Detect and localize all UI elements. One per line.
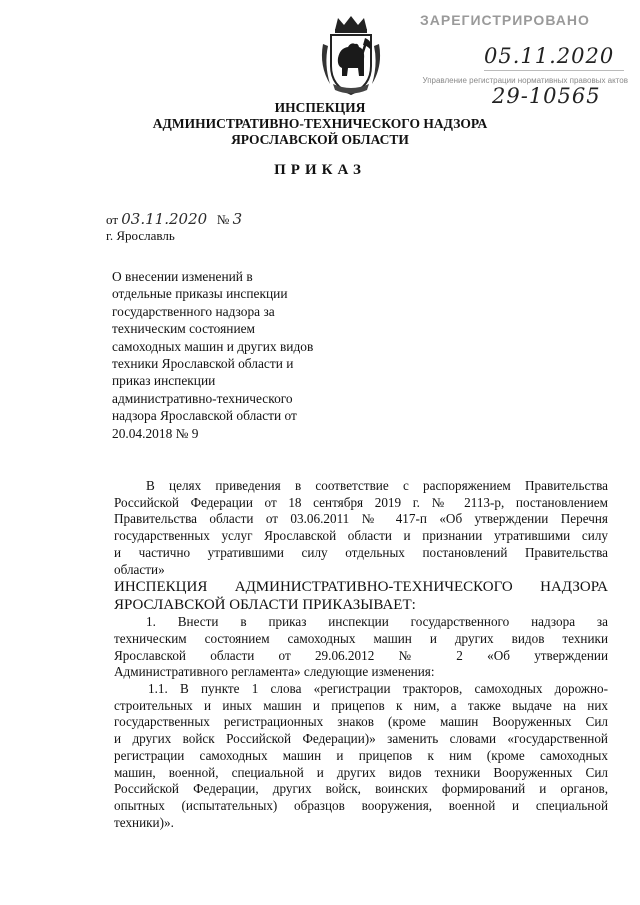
preamble-line: Правительства области от 03.06.2011 № 417-п «Об утверждении Перечня bbox=[114, 511, 608, 527]
subject-line: государственного надзора за bbox=[112, 303, 275, 319]
item-1-1-line: машин, военной, специальной и других видов техники Вооруженных Сил bbox=[114, 764, 608, 780]
org-line-1: ИНСПЕКЦИЯ bbox=[274, 100, 366, 115]
orders-line: ИНСПЕКЦИЯ АДМИНИСТРАТИВНО-ТЕХНИЧЕСКОГО НАДЗОРА bbox=[114, 579, 608, 596]
coat-of-arms-emblem bbox=[318, 14, 384, 98]
number-prefix: № bbox=[216, 212, 230, 227]
subject-line: приказ инспекции bbox=[112, 373, 216, 389]
item-1-line: техническим состоянием самоходных машин и других видов техники bbox=[114, 630, 608, 646]
subject-line: самоходных машин и других видов bbox=[112, 338, 314, 354]
item-1-1-line: опытных (испытательных) образцов вооружения, военной и специальной bbox=[114, 797, 608, 813]
item-1-1-line: Российской Федерации, других войск, воинских формирований и органов, bbox=[114, 781, 608, 797]
stamp-title: ЗАРЕГИСТРИРОВАНО bbox=[420, 12, 590, 28]
document-type-title: ПРИКАЗ bbox=[274, 162, 366, 178]
stamp-registration-date: 05.11.2020 bbox=[484, 44, 624, 71]
org-line-2: АДМИНИСТРАТИВНО-ТЕХНИЧЕСКОГО НАДЗОРА bbox=[152, 116, 488, 131]
subject-line: техническим состоянием bbox=[112, 321, 256, 337]
registration-stamp bbox=[408, 10, 636, 110]
item-1-1-line: государственных регистрационных знаков (кроме машин Вооруженных Сил bbox=[114, 714, 608, 730]
orders-line: ЯРОСЛАВСКОЙ ОБЛАСТИ ПРИКАЗЫВАЕТ: bbox=[114, 597, 416, 614]
org-line-3: ЯРОСЛАВСКОЙ ОБЛАСТИ bbox=[231, 132, 409, 147]
item-1-1-line: регистрации самоходных машин и прицепов к ним (кроме самоходных bbox=[114, 747, 608, 763]
stamp-registration-number: 29-10565 bbox=[492, 84, 601, 108]
subject-line: надзора Ярославской области от bbox=[112, 408, 297, 424]
city-line: г. Ярославль bbox=[106, 228, 175, 243]
preamble-line: Российской Федерации от 18 сентября 2019 г. № 2113-р, постановлением bbox=[114, 494, 608, 510]
item-1-line: Ярославской области от 29.06.2012 № 2 «Об утверждении bbox=[114, 647, 608, 663]
order-date: 03.11.2020 bbox=[121, 210, 208, 228]
subject-line: О внесении изменений в bbox=[112, 269, 253, 284]
order-subject bbox=[112, 268, 362, 442]
item-1-1-line: строительных и иных машин и прицепов к ним, а также выдаче на них bbox=[114, 697, 608, 713]
item-1-1-line: техники)». bbox=[114, 814, 174, 830]
preamble-line: и частично утратившими силу отдельных постановлений Правительства bbox=[114, 544, 608, 560]
item-1-1-line: и других войск Российской Федерации)» заменить словами «государственной bbox=[114, 731, 608, 747]
organization-header bbox=[110, 100, 530, 148]
order-number: 3 bbox=[232, 210, 243, 228]
preamble-line: В целях приведения в соответствие с распоряжением Правительства bbox=[146, 478, 608, 493]
item-1-line: Административного регламента» следующие изменения: bbox=[114, 664, 435, 680]
preamble-line: области» bbox=[114, 561, 165, 577]
order-body bbox=[114, 478, 608, 831]
subject-line: административно-технического bbox=[112, 390, 293, 406]
subject-line: отдельные приказы инспекции bbox=[112, 286, 288, 302]
preamble-line: государственных услуг Ярославской области и признании утратившими силу bbox=[114, 528, 608, 544]
subject-line: техники Ярославской области и bbox=[112, 356, 294, 372]
item-1-line: 1. Внести в приказ инспекции государственного надзора за bbox=[146, 614, 608, 630]
item-1-1-line: 1.1. В пункте 1 слова «регистрации тракторов, самоходных дорожно- bbox=[148, 681, 608, 697]
order-date-number-line bbox=[106, 210, 406, 228]
stamp-caption: Управление регистрации нормативных правовых актов bbox=[422, 76, 628, 85]
date-prefix: от bbox=[106, 212, 119, 227]
subject-line: 20.04.2018 № 9 bbox=[112, 425, 199, 441]
